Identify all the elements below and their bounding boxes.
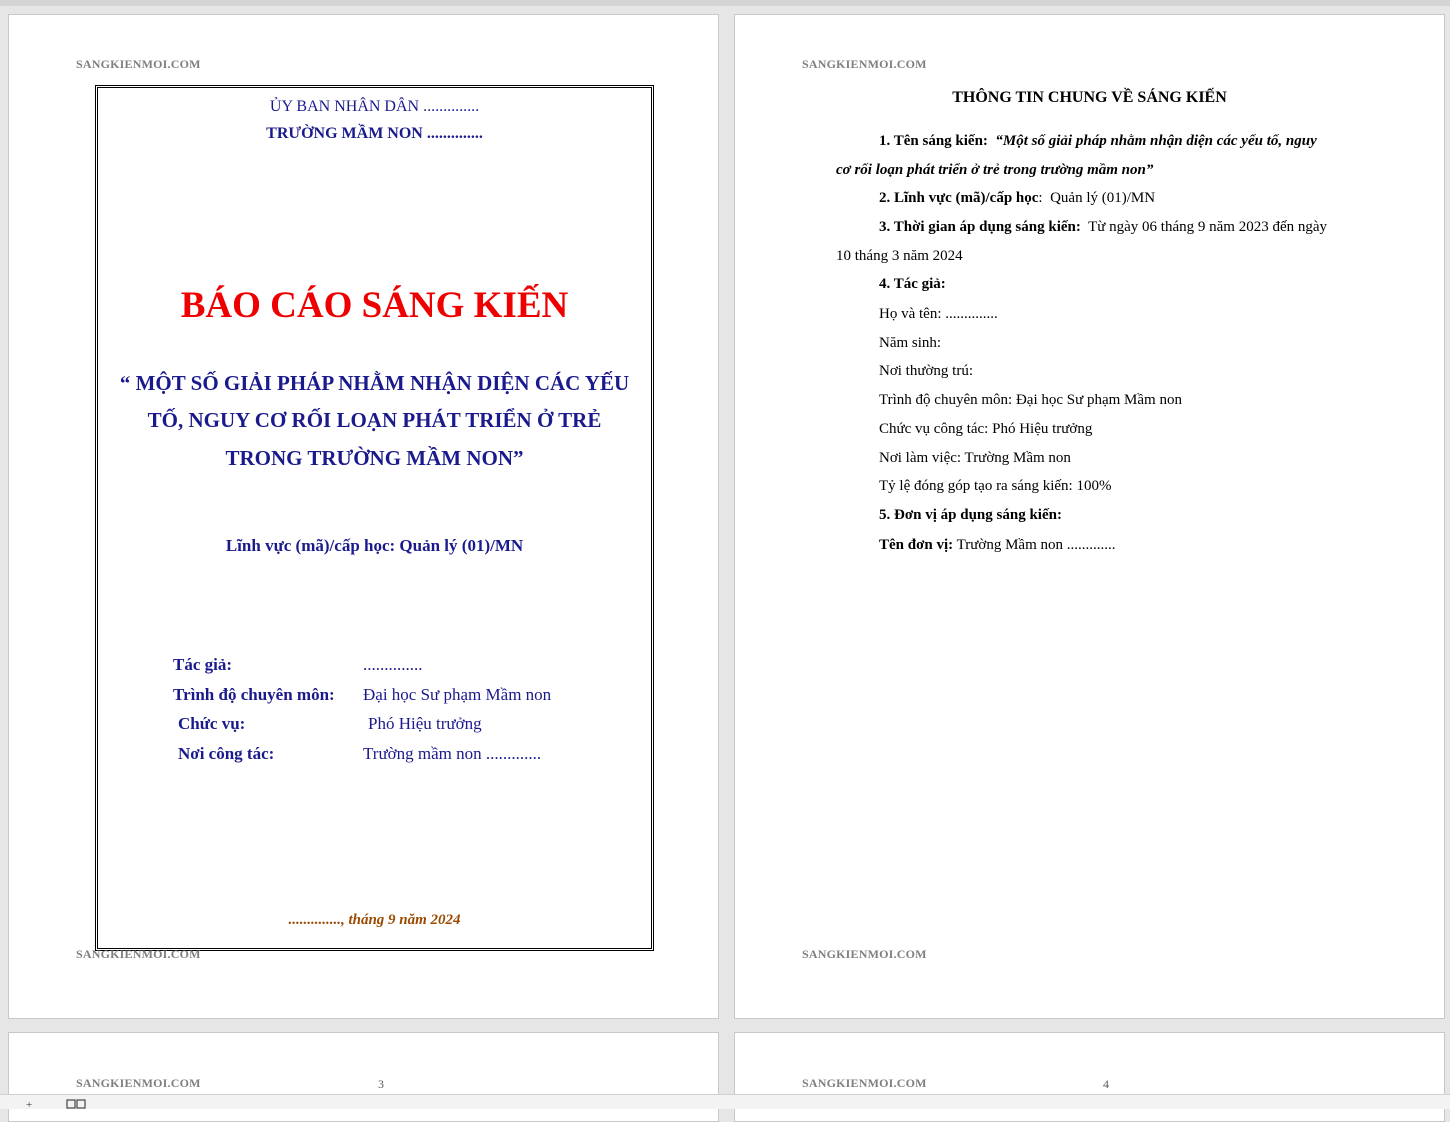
header-watermark: SANGKIENMOI.COM [76, 57, 201, 71]
cover-subtitle-line-2: TỐ, NGUY CƠ RỐI LOẠN PHÁT TRIỂN Ở TRẺ [147, 408, 602, 432]
info-heading: THÔNG TIN CHUNG VỀ SÁNG KIẾN [952, 89, 1227, 106]
page-number: 4 [1103, 1077, 1109, 1091]
info-item-1-cont: cơ rối loạn phát triển ở trẻ trong trường mầm non” [836, 162, 1154, 178]
status-bar [0, 1094, 1450, 1109]
author-line-position: Chức vụ công tác: Phó Hiệu trưởng [879, 421, 1093, 437]
cover-field: Lĩnh vực (mã)/cấp học: Quản lý (01)/MN [225, 536, 524, 555]
cover-date: .............., tháng 9 năm 2024 [288, 912, 461, 928]
cover-workplace-value: Trường mầm non ............. [363, 744, 542, 763]
cover-subtitle-line-1: “ MỘT SỐ GIẢI PHÁP NHẰM NHẬN DIỆN CÁC YẾU [119, 371, 630, 395]
plus-icon[interactable]: + [26, 1099, 33, 1111]
info-item-2: 2. Lĩnh vực (mã)/cấp học: Quản lý (01)/MN [879, 190, 1156, 206]
cover-frame [95, 85, 654, 951]
footer-watermark: SANGKIENMOI.COM [76, 947, 201, 961]
window-top-strip [0, 0, 1450, 6]
info-item-3: 3. Thời gian áp dụng sáng kiến: Từ ngày 06 tháng 9 năm 2023 đến ngày [879, 219, 1328, 235]
cover-school: TRƯỜNG MẦM NON .............. [266, 125, 483, 142]
cover-qualification-label: Trình độ chuyên môn: [173, 685, 335, 704]
author-line-contribution: Tỷ lệ đóng góp tạo ra sáng kiến: 100% [879, 478, 1112, 494]
author-line-residence: Nơi thường trú: [879, 363, 973, 379]
cover-position-value: Phó Hiệu trưởng [368, 714, 482, 733]
unit-line: Tên đơn vị: Trường Mầm non ............. [879, 537, 1116, 553]
cover-author-label: Tác giả: [173, 655, 233, 674]
info-item-1: 1. Tên sáng kiến: “Một số giải pháp nhằm nhận diện các yếu tố, nguy [879, 133, 1317, 149]
cover-author-value: .............. [363, 655, 423, 674]
info-item-5: 5. Đơn vị áp dụng sáng kiến: [879, 507, 1062, 523]
cover-position-label: Chức vụ: [178, 714, 246, 733]
author-line-workplace: Nơi làm việc: Trường Mầm non [879, 450, 1071, 466]
cover-subtitle-line-3: TRONG TRƯỜNG MẦM NON” [225, 446, 524, 470]
cover-title: BÁO CÁO SÁNG KIẾN [180, 285, 569, 326]
cover-workplace-label: Nơi công tác: [178, 744, 275, 763]
document-page-1 [8, 14, 719, 1019]
document-page-2 [734, 14, 1445, 1019]
footer-watermark: SANGKIENMOI.COM [802, 947, 927, 961]
cover-qualification-value: Đại học Sư phạm Mầm non [363, 685, 552, 704]
book-view-icon[interactable] [66, 1099, 86, 1112]
page-number: 3 [378, 1077, 384, 1091]
header-watermark: SANGKIENMOI.COM [76, 1076, 201, 1090]
header-watermark: SANGKIENMOI.COM [802, 57, 927, 71]
info-item-4: 4. Tác giả: [879, 276, 946, 292]
author-line-birth: Năm sinh: [879, 335, 942, 351]
cover-committee: ỦY BAN NHÂN DÂN .............. [269, 98, 480, 115]
author-line-qualification: Trình độ chuyên môn: Đại học Sư phạm Mầm non [879, 392, 1182, 408]
header-watermark: SANGKIENMOI.COM [802, 1076, 927, 1090]
info-item-3-cont: 10 tháng 3 năm 2024 [836, 248, 963, 264]
author-line-name: Họ và tên: .............. [879, 306, 998, 322]
